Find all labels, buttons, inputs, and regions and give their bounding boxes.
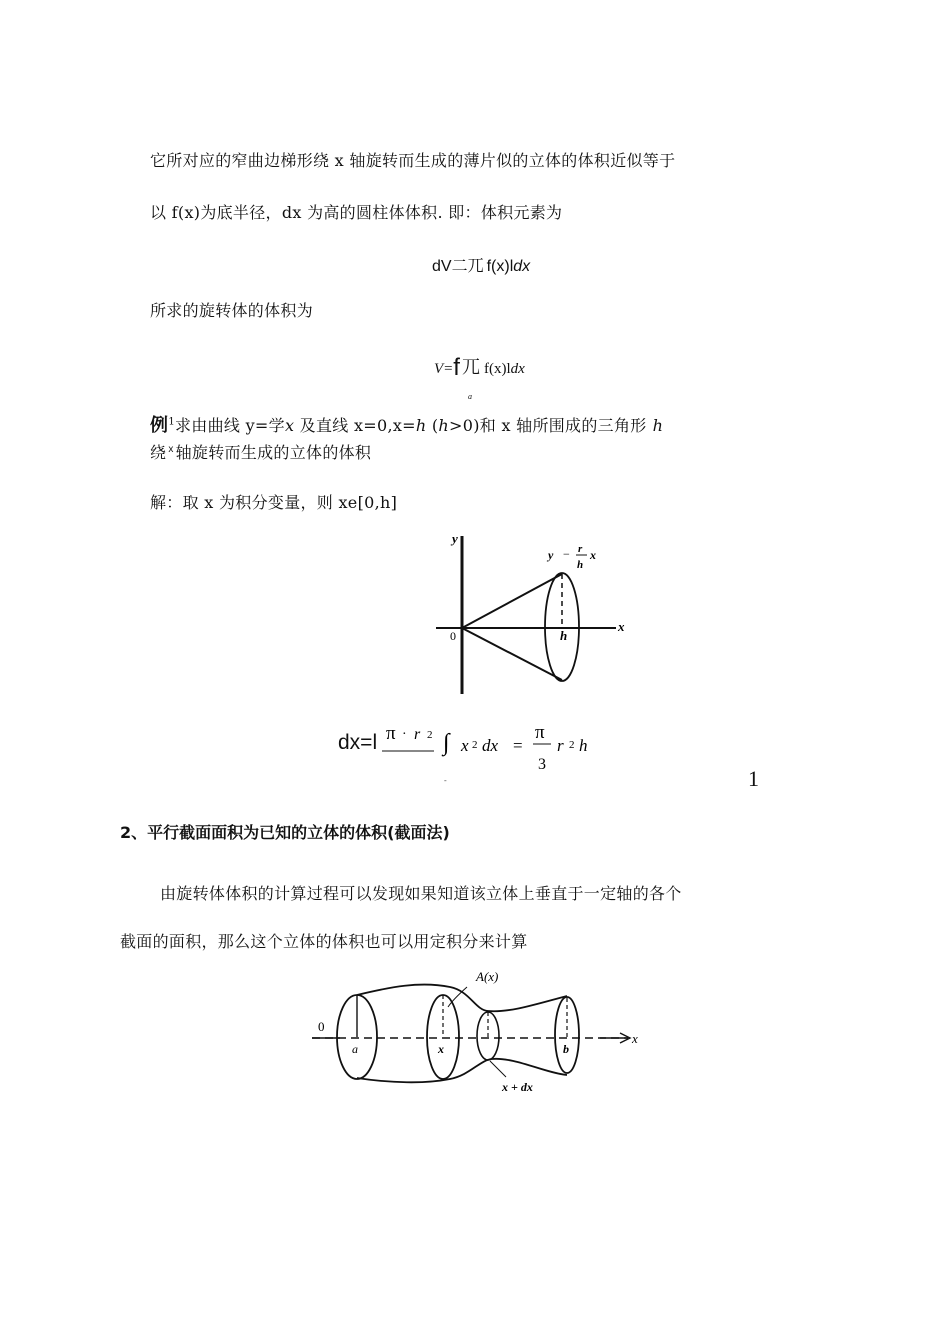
x-label: x <box>438 1042 444 1056</box>
formula-dV <box>432 253 530 276</box>
formula-denominator: 3 <box>538 756 546 770</box>
solid-upper-profile <box>357 985 567 1012</box>
example-text: 及直线 x=0,x= <box>294 416 416 435</box>
formula-text: dV <box>432 258 452 275</box>
formula-integral: ∫ <box>443 730 450 756</box>
A-of-x-label: A(x) <box>476 969 499 984</box>
pointer-xdx <box>490 1061 506 1077</box>
solid-lower-profile <box>357 1059 567 1082</box>
b-label: b <box>563 1042 569 1056</box>
formula-text: dx <box>513 258 531 275</box>
cone-figure <box>420 528 640 698</box>
formula-pi: π <box>386 723 396 744</box>
example-text: x <box>284 416 295 435</box>
curve-label-h: h <box>577 559 584 571</box>
example-text: 学 <box>268 416 285 435</box>
formula-equals: = <box>513 736 523 755</box>
formula-exp: 2 <box>569 739 575 751</box>
example-text: 求由曲线 y= <box>174 416 269 435</box>
formula-dot: · <box>402 727 407 742</box>
formula-r: r <box>414 726 421 743</box>
formula-dx: dx <box>482 736 499 755</box>
curve-label-r: r <box>578 543 583 555</box>
formula-x: x <box>461 736 469 755</box>
formula-tick: - <box>444 776 447 785</box>
formula-text: f(x)l <box>483 361 511 377</box>
paragraph-line: 截面的面积，那么这个立体的体积也可以用定积分来计算 <box>120 932 528 951</box>
curve-label-minus: − <box>563 547 570 561</box>
curve-label-x: x <box>590 548 596 562</box>
section-heading: 2、平行截面面积为已知的立体的体积(截面法) <box>120 823 450 842</box>
example-label: 例 <box>150 415 169 436</box>
formula-pi: π <box>535 722 545 743</box>
formula-text: 兀 <box>461 357 480 377</box>
example-line <box>150 411 663 437</box>
paragraph-line: 所求的旋转体的体积为 <box>150 301 314 320</box>
formula-text: dx <box>510 361 525 377</box>
x-plus-dx-label: x + dx <box>502 1080 533 1094</box>
formula-V <box>434 352 525 380</box>
cross-section-figure <box>310 965 645 1100</box>
integral-sign: f <box>453 354 460 381</box>
a-label: a <box>352 1042 358 1056</box>
example-line <box>150 440 371 463</box>
paragraph-line: 以 f(x)为底半径，dx 为高的圆柱体体积. 即：体积元素为 <box>150 203 563 222</box>
paragraph-line: 它所对应的窄曲边梯形绕 x 轴旋转而生成的薄片似的立体的体积近似等于 <box>150 151 676 170</box>
formula-text: V= <box>434 361 454 377</box>
formula-result-prefix: dx=l <box>338 731 378 754</box>
origin-label: 0 <box>450 629 456 643</box>
example-text: >0)和 x 轴所围成的三角形 <box>449 416 647 435</box>
x-axis-label: x <box>618 619 625 634</box>
example-text: h <box>438 416 450 435</box>
page-number: 1 <box>748 766 759 791</box>
paragraph-line: 由旋转体体积的计算过程可以发现如果知道该立体上垂直于一定轴的各个 <box>160 884 682 903</box>
formula-h: h <box>579 736 588 755</box>
example-text: 绕 <box>150 443 167 462</box>
y-axis-label: y <box>452 531 458 546</box>
formula-text: f(x)l <box>486 258 514 275</box>
h-label: h <box>560 628 568 643</box>
formula-exp: 2 <box>472 739 478 751</box>
formula-result <box>380 718 610 770</box>
formula-text: 二兀 <box>451 258 484 275</box>
origin-label: 0 <box>318 1019 325 1034</box>
example-number: 1 <box>168 416 175 428</box>
integral-lower-limit: a <box>468 392 472 401</box>
example-text: h <box>415 416 427 435</box>
example-text: h <box>652 416 664 435</box>
example-text: 轴旋转而生成的立体的体积 <box>175 443 372 462</box>
solution-line: 解：取 x 为积分变量，则 xe[0,h] <box>150 493 398 512</box>
formula-exp: 2 <box>427 729 433 741</box>
x-axis-label: x <box>632 1031 638 1046</box>
example-text: ( <box>426 416 439 435</box>
example-text: x <box>168 443 174 455</box>
formula-r: r <box>557 736 564 755</box>
curve-label-y: y <box>548 548 554 562</box>
